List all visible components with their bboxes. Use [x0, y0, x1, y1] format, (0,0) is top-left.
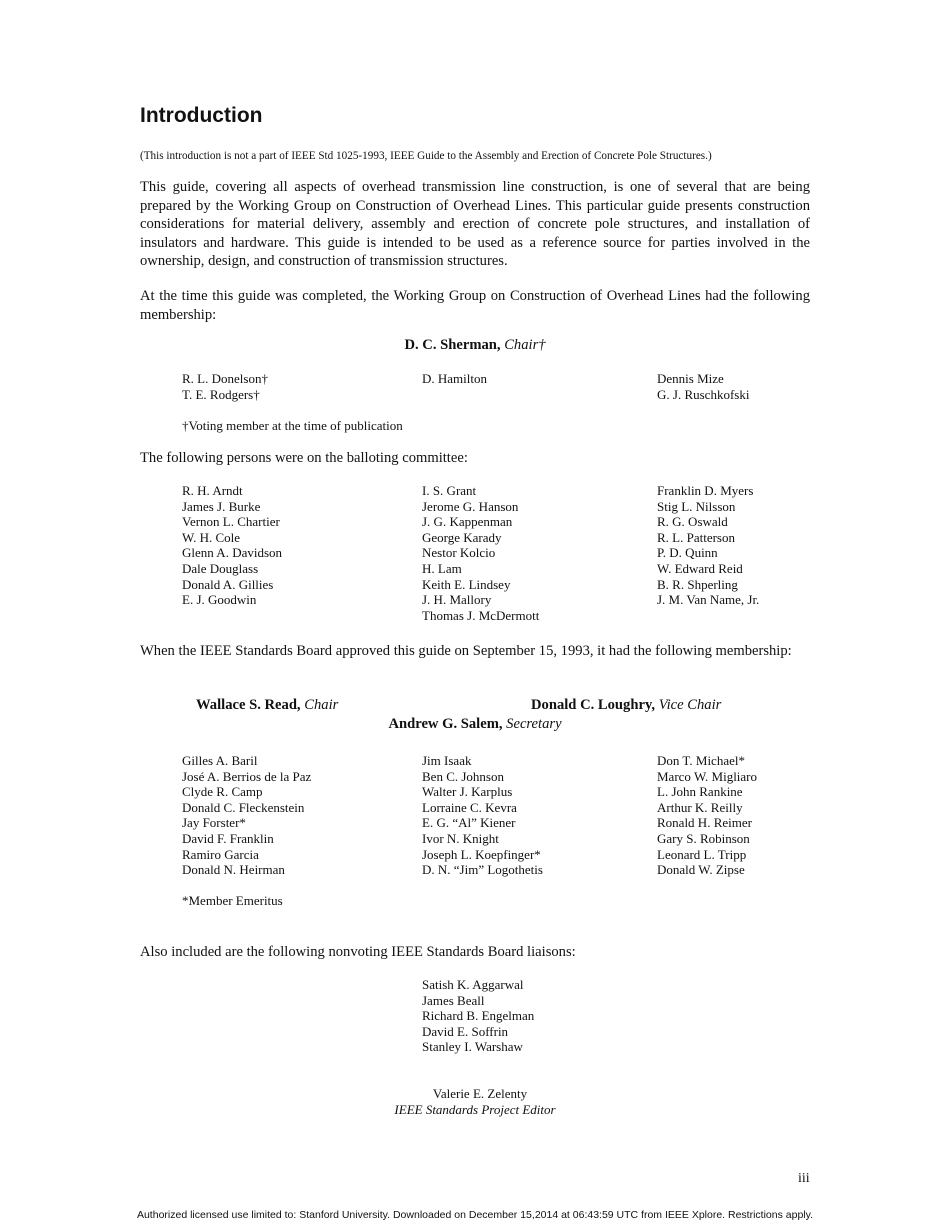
- board-vice-chair-role: Vice Chair: [658, 697, 722, 713]
- section-heading: Introduction: [140, 104, 263, 127]
- member-name: Donald C. Fleckenstein: [182, 799, 305, 815]
- member-name: E. G. “Al” Kiener: [422, 815, 516, 831]
- member-name: Gary S. Robinson: [657, 830, 750, 846]
- member-name: G. J. Ruschkofski: [657, 386, 750, 402]
- board-chair-name: Wallace S. Read,: [196, 697, 301, 713]
- member-name: Ronald H. Reimer: [657, 815, 752, 831]
- member-name: Don T. Michael*: [657, 753, 745, 768]
- working-group-column-2: [422, 371, 487, 387]
- introduction-note: (This introduction is not a part of IEEE Std 1025-1993, IEEE Guide to the Assembly and Erection of Concrete Pole Structures.): [140, 150, 712, 162]
- member-name: George Karady: [422, 529, 502, 545]
- editor-name: Valerie E. Zelenty: [432, 1086, 528, 1101]
- member-name: E. J. Goodwin: [182, 592, 257, 608]
- working-group-column-1: [182, 371, 268, 402]
- member-name: Jim Isaak: [422, 753, 472, 768]
- liaison-name: James Beall: [422, 992, 485, 1008]
- member-name: Dale Douglass: [182, 560, 259, 576]
- ballot-paragraph: The following persons were on the balloting committee:: [140, 450, 468, 466]
- project-editor: [140, 1086, 810, 1117]
- working-group-chair: [140, 336, 810, 355]
- liaison-name: Stanley I. Warshaw: [422, 1039, 523, 1055]
- member-name: Donald N. Heirman: [182, 862, 285, 878]
- liaison-name: Richard B. Engelman: [422, 1008, 535, 1024]
- board-secretary: [140, 715, 810, 734]
- member-name: Vernon L. Chartier: [182, 514, 280, 530]
- member-name: Keith E. Lindsey: [422, 576, 511, 592]
- member-name: W. Edward Reid: [657, 560, 743, 576]
- member-name: Donald W. Zipse: [657, 862, 745, 878]
- working-group-paragraph: At the time this guide was completed, the Working Group on Construction of Overhead Lines had the following membership:: [140, 288, 810, 323]
- member-name: Arthur K. Reilly: [657, 799, 743, 815]
- member-name: Gilles A. Baril: [182, 753, 258, 768]
- member-name: I. S. Grant: [422, 483, 477, 498]
- ballot-column-1: [182, 483, 282, 608]
- board-chair: [196, 696, 338, 715]
- liaison-name: David E. Soffrin: [422, 1023, 509, 1039]
- member-name: Walter J. Karplus: [422, 784, 513, 800]
- board-paragraph: When the IEEE Standards Board approved this guide on September 15, 1993, it had the following membership:: [140, 643, 792, 659]
- ballot-column-3: [657, 483, 759, 608]
- member-name: Donald A. Gillies: [182, 576, 274, 592]
- member-name: H. Lam: [422, 560, 462, 576]
- member-name: José A. Berrios de la Paz: [182, 768, 312, 784]
- board-secretary-role: Secretary: [506, 716, 562, 732]
- editor-title: IEEE Standards Project Editor: [394, 1101, 556, 1117]
- member-name: D. N. “Jim” Logothetis: [422, 862, 543, 878]
- member-name: W. H. Cole: [182, 529, 241, 545]
- intro-paragraph: This guide, covering all aspects of overhead transmission line construction, is one of several that are being prepared by the Working Group on Construction of Overhead Lines. This particular guide presents construction considerations for material delivery, assembly and erection of concrete pole structures, and installation of insulators and hardware. This guide is intended to be used as a reference source for parties involved in the ownership, design, and construction of transmission structures.: [140, 179, 810, 270]
- member-name: R. G. Oswald: [657, 514, 728, 530]
- member-name: Ivor N. Knight: [422, 830, 499, 846]
- page-number: iii: [798, 1171, 810, 1186]
- member-name: Jay Forster*: [182, 815, 246, 831]
- chair-name: D. C. Sherman,: [404, 337, 501, 353]
- ballot-column-2: [422, 483, 539, 623]
- working-group-column-3: [657, 371, 749, 402]
- board-vice-chair: [531, 696, 721, 715]
- member-name: Marco W. Migliaro: [657, 768, 758, 784]
- member-name: R. L. Patterson: [657, 529, 735, 545]
- member-name: Clyde R. Camp: [182, 784, 263, 800]
- board-column-2: [422, 753, 543, 878]
- member-name: J. M. Van Name, Jr.: [657, 592, 760, 608]
- member-name: B. R. Shperling: [657, 576, 738, 592]
- chair-role: Chair†: [504, 337, 546, 353]
- member-name: D. Hamilton: [422, 371, 487, 386]
- member-name: Jerome G. Hanson: [422, 498, 519, 514]
- board-vice-chair-name: Donald C. Loughry,: [531, 697, 656, 713]
- member-name: David F. Franklin: [182, 830, 274, 846]
- member-name: Lorraine C. Kevra: [422, 799, 517, 815]
- liaison-name: Satish K. Aggarwal: [422, 977, 524, 992]
- board-chair-role: Chair: [304, 697, 339, 713]
- member-name: Leonard L. Tripp: [657, 846, 747, 862]
- member-name: Joseph L. Koepfinger*: [422, 846, 541, 862]
- member-name: James J. Burke: [182, 498, 261, 514]
- board-column-3: [657, 753, 757, 878]
- member-name: Nestor Kolcio: [422, 545, 496, 561]
- voting-member-footnote: †Voting member at the time of publication: [182, 418, 403, 433]
- member-name: Stig L. Nilsson: [657, 498, 736, 514]
- member-name: J. H. Mallory: [422, 592, 492, 608]
- member-name: R. L. Donelson†: [182, 371, 268, 386]
- member-name: Franklin D. Myers: [657, 483, 754, 498]
- member-name: Dennis Mize: [657, 371, 724, 386]
- member-emeritus-footnote: *Member Emeritus: [182, 893, 283, 908]
- member-name: R. H. Arndt: [182, 483, 243, 498]
- member-name: Glenn A. Davidson: [182, 545, 283, 561]
- member-name: L. John Rankine: [657, 784, 743, 800]
- member-name: P. D. Quinn: [657, 545, 718, 561]
- member-name: Ramiro Garcia: [182, 846, 259, 862]
- board-secretary-name: Andrew G. Salem,: [388, 716, 503, 732]
- member-name: Thomas J. McDermott: [422, 607, 540, 623]
- license-footer: Authorized licensed use limited to: Stanford University. Downloaded on December 15,2014 at 06:43:59 UTC from IEEE Xplore. Restrictions apply.: [136, 1209, 814, 1221]
- member-name: T. E. Rodgers†: [182, 386, 260, 402]
- board-column-1: [182, 753, 311, 878]
- member-name: Ben C. Johnson: [422, 768, 504, 784]
- liaisons-paragraph: Also included are the following nonvoting IEEE Standards Board liaisons:: [140, 944, 576, 960]
- liaisons-list: [422, 977, 534, 1055]
- member-name: J. G. Kappenman: [422, 514, 513, 530]
